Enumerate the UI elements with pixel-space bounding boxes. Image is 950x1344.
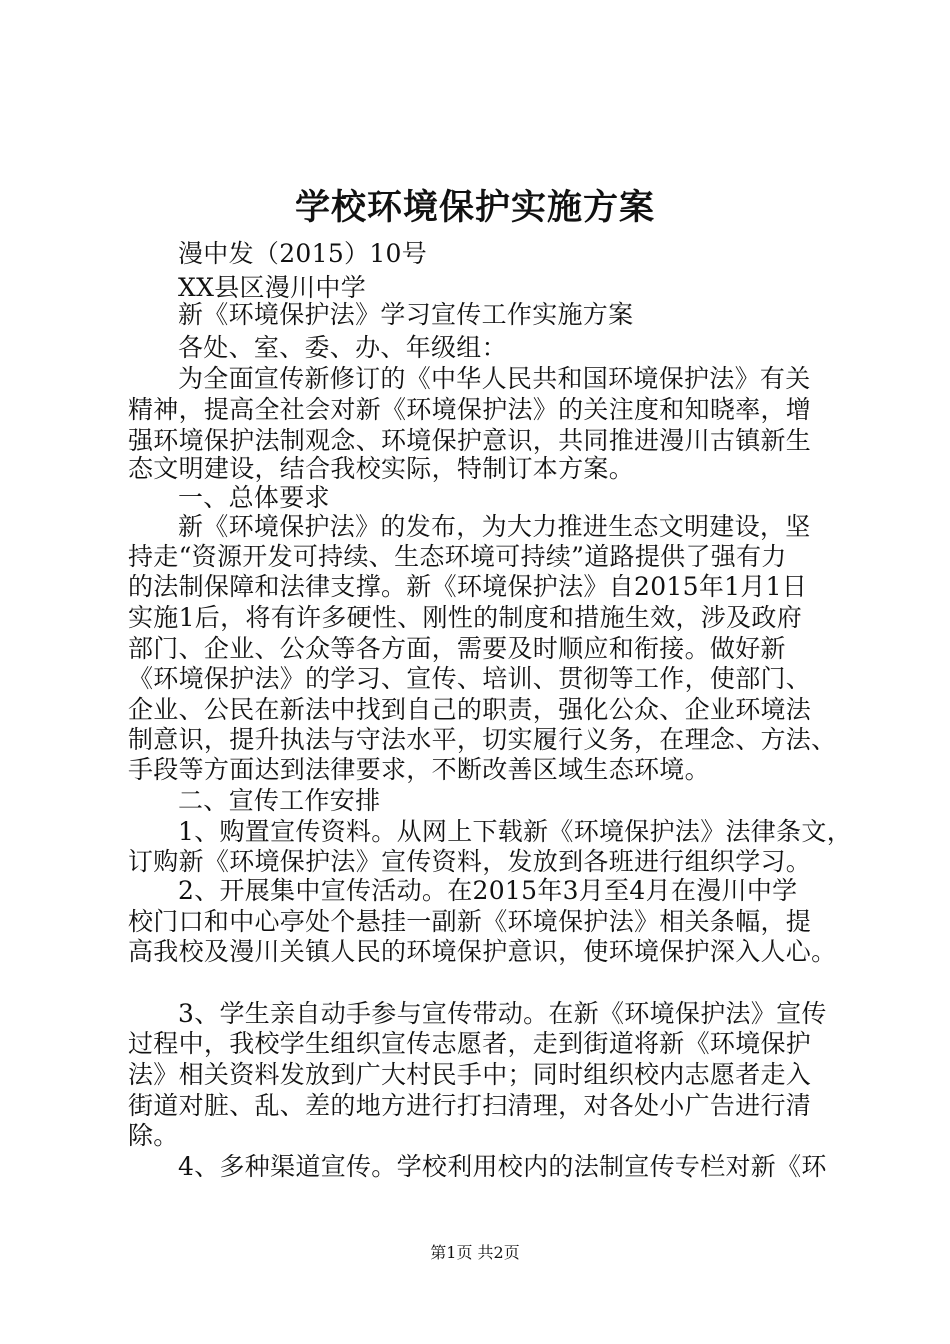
paragraph-line: 3、学生亲自动手参与宣传带动。在新《环境保护法》宣传	[178, 999, 827, 1028]
document-number: 漫中发（2015）10号	[178, 239, 428, 268]
paragraph-line: 为全面宣传新修订的《中华人民共和国环境保护法》有关	[178, 364, 811, 393]
section-heading: 一、总体要求	[178, 483, 330, 512]
paragraph-line: 强环境保护法制观念、环境保护意识，共同推进漫川古镇新生	[128, 426, 812, 455]
paragraph-line: 1、购置宣传资料。从网上下载新《环境保护法》法律条文，	[178, 817, 853, 846]
paragraph-line: 4、多种渠道宣传。学校利用校内的法制宣传专栏对新《环	[178, 1152, 827, 1181]
issuer-line: XX县区漫川中学	[178, 273, 366, 302]
paragraph-line: 订购新《环境保护法》宣传资料，发放到各班进行组织学习。	[128, 847, 812, 876]
page-footer: 第1页 共2页	[430, 1243, 520, 1262]
paragraph-line: 持走“资源开发可持续、生态环境可持续”道路提供了强有力	[128, 542, 787, 571]
document-title: 学校环境保护实施方案	[294, 187, 655, 228]
paragraph-line: 新《环境保护法》的发布，为大力推进生态文明建设，坚	[178, 512, 811, 541]
paragraph-line: 制意识，提升执法与守法水平，切实履行义务，在理念、方法、	[128, 725, 837, 754]
paragraph-line: 的法制保障和法律支撑。新《环境保护法》自2015年1月1日	[128, 572, 808, 601]
paragraph-line: 过程中，我校学生组织宣传志愿者，走到街道将新《环境保护	[128, 1029, 812, 1058]
paragraph-line: 精神，提高全社会对新《环境保护法》的关注度和知晓率，增	[128, 395, 812, 424]
paragraph-line: 《环境保护法》的学习、宣传、培训、贯彻等工作，使部门、	[128, 664, 812, 693]
paragraph-line: 高我校及漫川关镇人民的环境保护意识，使环境保护深入人心。	[128, 937, 837, 966]
paragraph-line: 2、开展集中宣传活动。在2015年3月至4月在漫川中学	[178, 876, 798, 905]
paragraph-line: 手段等方面达到法律要求，不断改善区域生态环境。	[128, 755, 710, 784]
paragraph-line: 除。	[128, 1121, 179, 1150]
paragraph-line: 法》相关资料发放到广大村民手中；同时组织校内志愿者走入	[128, 1060, 812, 1089]
subtitle-line: 新《环境保护法》学习宣传工作实施方案	[178, 300, 634, 329]
section-heading: 二、宣传工作安排	[178, 786, 381, 815]
paragraph-line: 实施1后，将有许多硬性、刚性的制度和措施生效，涉及政府	[128, 603, 803, 632]
paragraph-line: 街道对脏、乱、差的地方进行打扫清理，对各处小广告进行清	[128, 1091, 812, 1120]
paragraph-line: 态文明建设，结合我校实际，特制订本方案。	[128, 454, 635, 483]
paragraph-line: 部门、企业、公众等各方面，需要及时顺应和衔接。做好新	[128, 634, 786, 663]
addressee-line: 各处、室、委、办、年级组：	[178, 333, 507, 362]
paragraph-line: 校门口和中心亭处个悬挂一副新《环境保护法》相关条幅，提	[128, 907, 812, 936]
paragraph-line: 企业、公民在新法中找到自己的职责，强化公众、企业环境法	[128, 695, 812, 724]
